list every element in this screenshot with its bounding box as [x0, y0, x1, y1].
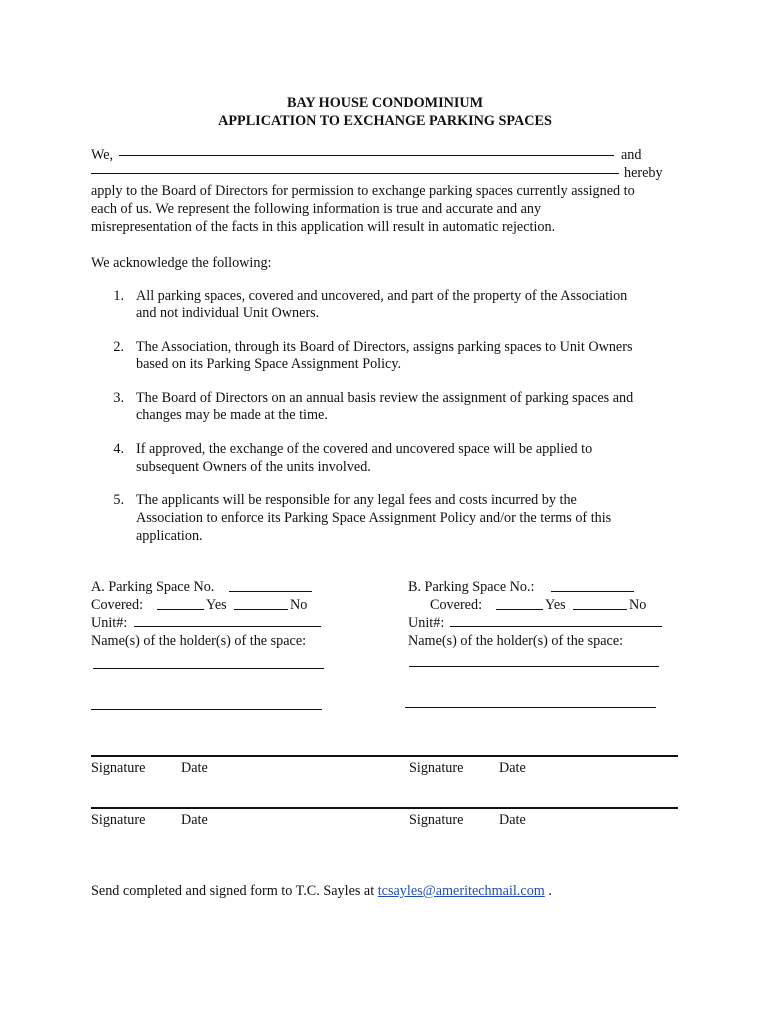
space-b-covered-label: Covered:	[430, 597, 483, 613]
acknowledge-heading: We acknowledge the following:	[91, 255, 272, 271]
item-line: Association to enforce its Parking Space Assignment Policy and/or the terms of this	[136, 510, 612, 526]
item-line: application.	[136, 528, 203, 544]
space-a-parking-label: A. Parking Space No.	[91, 579, 215, 595]
signature-line-1[interactable]	[91, 755, 678, 757]
item-line: changes may be made at the time.	[136, 407, 328, 423]
space-a-yes-label: Yes	[206, 597, 227, 613]
space-b-yes-label: Yes	[545, 597, 566, 613]
space-a-covered-label: Covered:	[91, 597, 144, 613]
signature-label: Signature	[91, 760, 146, 776]
submission-instructions	[91, 882, 552, 900]
space-a-yes-field[interactable]	[157, 609, 204, 610]
space-a-no-field[interactable]	[234, 609, 288, 610]
space-b-parking-label: B. Parking Space No.:	[408, 579, 535, 595]
item-line: subsequent Owners of the units involved.	[136, 459, 371, 475]
email-link[interactable]: tcsayles@ameritechmail.com	[377, 883, 545, 899]
space-b-holder-1-field[interactable]	[409, 666, 659, 667]
item-number: 5.	[113, 492, 124, 508]
space-a-unit-label: Unit#:	[91, 615, 128, 631]
date-label: Date	[499, 812, 526, 828]
item-line: and not individual Unit Owners.	[136, 305, 320, 321]
space-a-holders-label: Name(s) of the holder(s) of the space:	[91, 633, 307, 649]
space-b-no-label: No	[629, 597, 647, 613]
signature-label: Signature	[409, 760, 464, 776]
item-number: 1.	[113, 288, 124, 304]
space-b-no-field[interactable]	[573, 609, 627, 610]
signature-label: Signature	[91, 812, 146, 828]
period: .	[548, 883, 552, 899]
space-a-no-label: No	[290, 597, 308, 613]
date-label: Date	[181, 760, 208, 776]
space-a-unit-field[interactable]	[134, 626, 321, 627]
space-a-holder-2-field[interactable]	[91, 709, 322, 710]
item-number: 2.	[113, 339, 124, 355]
space-b-number-field[interactable]	[551, 591, 634, 592]
hereby-label: hereby	[624, 165, 663, 181]
form-subtitle: APPLICATION TO EXCHANGE PARKING SPACES	[218, 113, 552, 129]
item-line: If approved, the exchange of the covered and uncovered space will be applied to	[136, 441, 593, 457]
space-b-unit-field[interactable]	[450, 626, 662, 627]
item-line: The applicants will be responsible for any legal fees and costs incurred by the	[136, 492, 577, 508]
item-line: The Association, through its Board of Directors, assigns parking spaces to Unit Owners	[136, 339, 633, 355]
applicant-2-name-field[interactable]	[91, 173, 619, 174]
applicant-1-name-field[interactable]	[119, 155, 614, 156]
space-b-unit-label: Unit#:	[408, 615, 445, 631]
item-line: All parking spaces, covered and uncovered, and part of the property of the Association	[136, 288, 628, 304]
date-label: Date	[181, 812, 208, 828]
date-label: Date	[499, 760, 526, 776]
intro-line-3: misrepresentation of the facts in this application will result in automatic rejection.	[91, 219, 556, 235]
send-text: Send completed and signed form to T.C. Sayles at	[91, 883, 375, 899]
intro-line-1: apply to the Board of Directors for permission to exchange parking spaces currently assigned to	[91, 183, 635, 199]
form-title: BAY HOUSE CONDOMINIUM	[286, 95, 483, 111]
we-label: We,	[91, 147, 114, 163]
space-a-number-field[interactable]	[229, 591, 312, 592]
intro-line-2: each of us. We represent the following information is true and accurate and any	[91, 201, 542, 217]
item-number: 3.	[113, 390, 124, 406]
space-a-holder-1-field[interactable]	[93, 668, 324, 669]
item-line: The Board of Directors on an annual basis review the assignment of parking spaces and	[136, 390, 634, 406]
signature-line-2[interactable]	[91, 807, 678, 809]
space-b-yes-field[interactable]	[496, 609, 543, 610]
and-label: and	[621, 147, 642, 163]
space-b-holders-label: Name(s) of the holder(s) of the space:	[408, 633, 624, 649]
signature-label: Signature	[409, 812, 464, 828]
item-line: based on its Parking Space Assignment Policy.	[136, 356, 402, 372]
space-b-holder-2-field[interactable]	[405, 707, 656, 708]
item-number: 4.	[113, 441, 124, 457]
